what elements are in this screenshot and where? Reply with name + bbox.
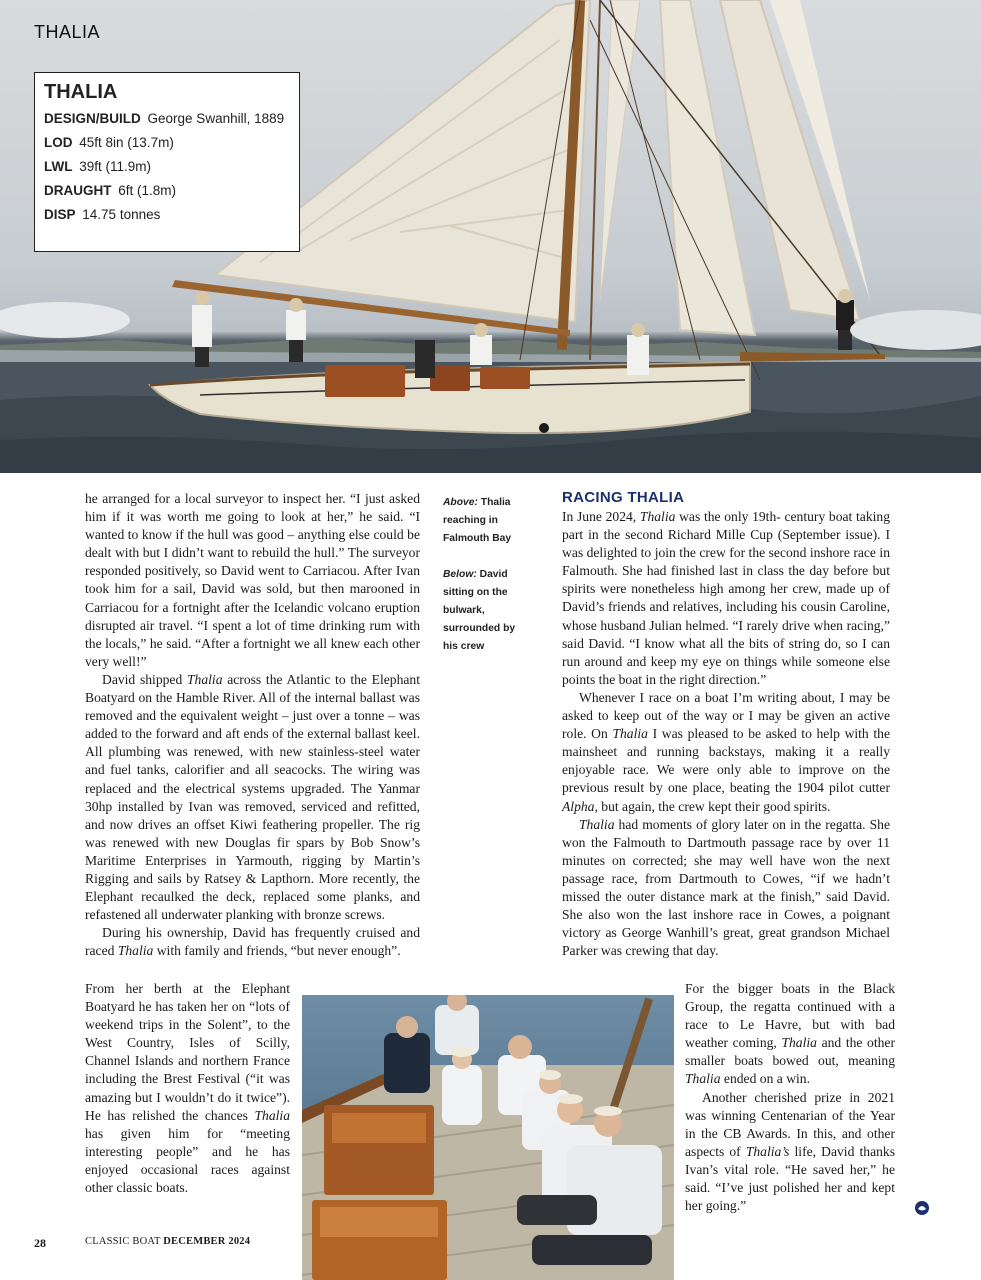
right-paragraph-3	[562, 816, 890, 961]
right-paragraph-5	[685, 1089, 895, 1216]
left-paragraph-2	[85, 671, 420, 924]
text-run: I was pleased to be asked to help with the mainsheet and running backstays, making it a really enjoyable race. We were only able to improve on the previous result by one place, beating the 1904 pilot cutter	[562, 726, 890, 796]
text-run: From her berth at the Elephant Boatyard he has taken her on “lots of weekend trips in the Solent”, to the West Country, Isles of Scilly, Channel Islands and northern France including the Brest Festival (“it was amazing but I wouldn’t do it twice”). He has relished the chances	[85, 981, 290, 1123]
right-paragraph-2	[562, 689, 890, 816]
left-column	[85, 490, 420, 960]
page-number: 28	[34, 1236, 46, 1250]
boat-name: Thalia	[639, 509, 676, 524]
spec-value: 39ft (11.9m)	[79, 159, 152, 174]
boat-name: Thalia	[579, 816, 615, 832]
text-run: and the other smaller boats bowed out, meaning	[685, 1035, 895, 1069]
left-paragraph-3	[85, 924, 420, 960]
spec-row-disp	[44, 203, 290, 227]
spec-value: George Swanhill, 1889	[147, 111, 285, 126]
text-run: David shipped	[102, 671, 187, 687]
spec-value: 6ft (1.8m)	[118, 183, 177, 198]
text-run: For the bigger boats in the Black Group, the regatta continued with a race to Le Havre, but with bad weather coming,	[685, 981, 895, 1051]
boat-name: Thalia’s	[745, 1143, 790, 1159]
hero-photo	[0, 0, 981, 473]
spec-label: LWL	[44, 159, 73, 174]
boat-name: Alpha	[562, 798, 595, 814]
end-of-article-icon	[914, 1200, 930, 1216]
left-narrow-column	[85, 980, 290, 1197]
text-run: life, David thanks Ivan’s vital role. “He saved her,” he said. “I’ve just polished her and kept her going.”	[685, 1143, 895, 1214]
caption-label: Above:	[443, 497, 478, 508]
boat-name: Thalia	[685, 1071, 721, 1087]
issue-date: DECEMBER 2024	[163, 1236, 251, 1247]
right-narrow-column	[685, 980, 895, 1215]
spec-title: THALIA	[44, 81, 118, 103]
spec-value: 14.75 tonnes	[82, 207, 161, 222]
boat-name: Thalia	[254, 1107, 290, 1123]
section-heading: RACING THALIA	[562, 489, 685, 506]
caption-text: David sitting on the bulwark, surrounded by his crew	[443, 569, 516, 652]
text-run: In June 2024,	[562, 509, 640, 524]
photo-captions	[443, 494, 531, 656]
spec-row-draught	[44, 179, 290, 203]
caption-above	[443, 494, 531, 548]
spec-label: DRAUGHT	[44, 183, 112, 198]
boat-name: Thalia	[612, 726, 648, 742]
spec-box	[34, 72, 300, 252]
spec-row-lod	[44, 131, 290, 155]
inset-illustration	[302, 995, 674, 1280]
right-paragraph-1	[562, 508, 890, 689]
spec-value: 45ft 8in (13.7m)	[79, 135, 174, 150]
running-footer	[85, 1236, 250, 1247]
text-run: had moments of glory later on in the regatta. She won the Falmouth to Dartmouth passage race by over 11 minutes on corrected; she may well have won the next passage race, from Dartmouth to Cowes, “if we hadn’t missed the outer distance mark at the finish,” said David. She also won the last inshore race in Cowes, a poignant victory as George Wanhill’s great, great grandson Michael Parker was crewing that day.	[562, 816, 890, 959]
section-tag: THALIA	[34, 22, 101, 42]
right-column	[562, 508, 890, 960]
spec-row-lwl	[44, 155, 290, 179]
left-paragraph-3-cont	[85, 980, 290, 1197]
spec-label: LOD	[44, 135, 73, 150]
text-run: has given him for “meeting interesting people” and he has enjoyed occasional races against other classic boats.	[85, 1125, 290, 1196]
boat-name: Thalia	[781, 1035, 817, 1051]
caption-text: Thalia reaching in Falmouth Bay	[443, 497, 512, 544]
right-paragraph-4	[685, 980, 895, 1089]
spec-label: DISP	[44, 207, 76, 222]
text-run: During his ownership, David has frequently cruised and raced	[85, 925, 420, 959]
text-run: ended on a win.	[720, 1071, 810, 1087]
text-run: , but again, the crew kept their good spirits.	[594, 798, 831, 814]
boat-name: Thalia	[117, 943, 154, 959]
text-run: Whenever I race on a boat I’m writing about, I may be asked to keep out of the way or I may be given an active role. On	[562, 689, 890, 742]
text-run: was the only 19th- century boat taking part in the second Richard Mille Cup (September issue). I was delighted to join the crew for the second inshore race in Falmouth. She had finished last in class the day before but spirits were nonetheless high among her crew, made up of David’s friends and relatives, including his cousin Caroline, whose husband Julian helmed. “I rarely drive when racing,” said David. “I know what all the bits of string do, so I can run around and keep my eye on things while someone else points the boat in the right direction.”	[562, 509, 890, 687]
text-run: across the Atlantic to the Elephant Boatyard on the Hamble River. All of the internal ballast was removed and the equivalent weight – just over a tonne – was added to the forward and aft ends of the external ballast keel. All plumbing was renewed, with new stainless-steel water and fuel tanks, calorifier and all seacocks. The wiring was replaced and the electrical systems upgraded. The Yanmar 30hp installed by Ivan was removed, serviced and refitted, and now drives an offset Kiwi feathering propeller. The rig was renewed with new Douglas fir spars by Bob Snow’s Maritime Enterprises in Yarmouth, rigging by Martin’s Rigging and sails by Ratsey & Lapthorn. More recently, the Elephant recaulked the deck, replaced some planks, and refastened all underwater planking with bronze screws.	[85, 671, 420, 923]
text-run: Another cherished prize in 2021 was winning Centenarian of the Year in the CB Awards. In this, and other aspects of	[685, 1089, 895, 1159]
magazine-name: CLASSIC BOAT	[85, 1236, 161, 1247]
caption-below	[443, 566, 531, 656]
left-paragraph-1: he arranged for a local surveyor to inspect her. “I just asked him if it was worth me going to look at her,” he said. “I wanted to know if the hull was good – anything else could be dealt with but I didn’t want to rebuild the hull.” The surveyor responded positively, so David went to Carriacou. After Ivan took him for a sail, David was sold, but then marooned in Carriacou for a fortnight after the Icelandic volcano eruption disrupted air travel. “I spent a lot of time drinking rum with the locals,” he said. “After a fortnight we all knew each other very well!”	[85, 491, 420, 669]
inset-photo	[302, 995, 674, 1280]
boat-name: Thalia	[186, 671, 223, 687]
text-run: with family and friends, “but never enough”.	[153, 943, 401, 959]
caption-label: Below:	[443, 569, 477, 580]
spec-label: DESIGN/BUILD	[44, 111, 141, 126]
spec-row-design	[44, 107, 290, 131]
